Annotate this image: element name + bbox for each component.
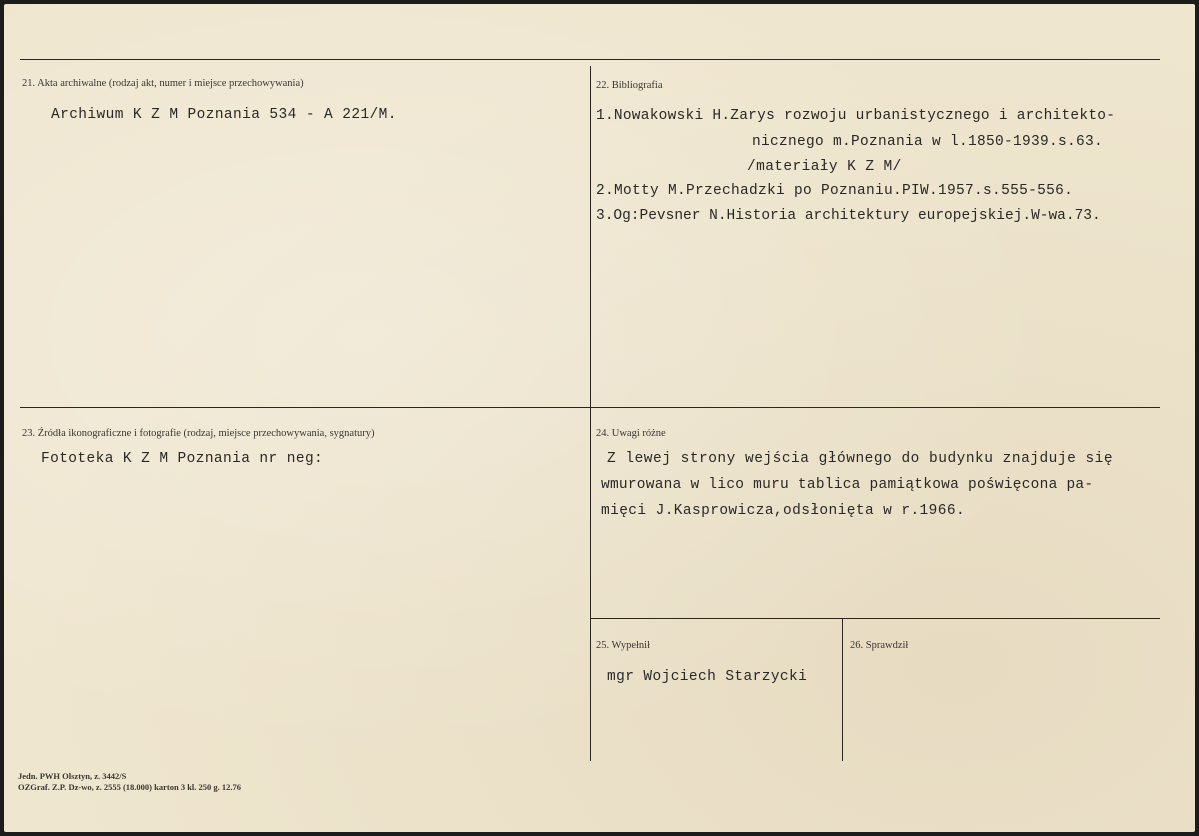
bibliography-line-1: 1.Nowakowski H.Zarys rozwoju urbanistycznego i architekto- bbox=[596, 108, 1116, 124]
remarks-line-2: wmurowana w lico muru tablica pamiątkowa poświęcona pa- bbox=[601, 477, 1094, 493]
bibliography-line-4: 2.Motty M.Przechadzki po Poznaniu.PIW.1957.s.555-556. bbox=[596, 183, 1074, 199]
section-23-label: 23. Źródła ikonograficzne i fotografie (rodzaj, miejsce przechowywania, sygnatury) bbox=[22, 428, 375, 439]
section-23-value: Fototeka K Z M Poznania nr neg: bbox=[41, 451, 324, 467]
section-21-label: 21. Akta archiwalne (rodzaj akt, numer i miejsce przechowywania) bbox=[22, 78, 304, 89]
record-card bbox=[4, 4, 1195, 832]
section-25-label: 25. Wypełnił bbox=[596, 640, 651, 651]
printer-imprint-line-1: Jedn. PWH Olsztyn, z. 3442/S bbox=[18, 771, 127, 781]
remarks-line-1: Z lewej strony wejścia głównego do budynku znajduje się bbox=[607, 451, 1114, 467]
section-24-label: 24. Uwagi różne bbox=[596, 428, 666, 439]
bibliography-line-5: 3.Og:Pevsner N.Historia architektury europejskiej.W-wa.73. bbox=[596, 208, 1101, 224]
bibliography-line-2: nicznego m.Poznania w l.1850-1939.s.63. bbox=[752, 134, 1104, 150]
remarks-bottom-rule bbox=[590, 618, 1160, 619]
remarks-line-3: mięci J.Kasprowicza,odsłonięta w r.1966. bbox=[601, 503, 966, 519]
section-22-label: 22. Bibliografia bbox=[596, 80, 663, 91]
printer-imprint-line-2: OZGraf. Z.P. Dz-wo, z. 2555 (18.000) karton 3 kl. 250 g. 12.76 bbox=[18, 782, 242, 792]
section-21-value: Archiwum K Z M Poznania 534 - A 221/M. bbox=[51, 107, 397, 123]
signature-divider bbox=[842, 618, 843, 761]
section-26-label: 26. Sprawdził bbox=[850, 640, 909, 651]
filled-by-value: mgr Wojciech Starzycki bbox=[607, 669, 808, 685]
top-rule bbox=[20, 59, 1160, 60]
center-divider bbox=[590, 66, 591, 761]
bibliography-line-3: /materiały K Z M/ bbox=[747, 159, 902, 175]
